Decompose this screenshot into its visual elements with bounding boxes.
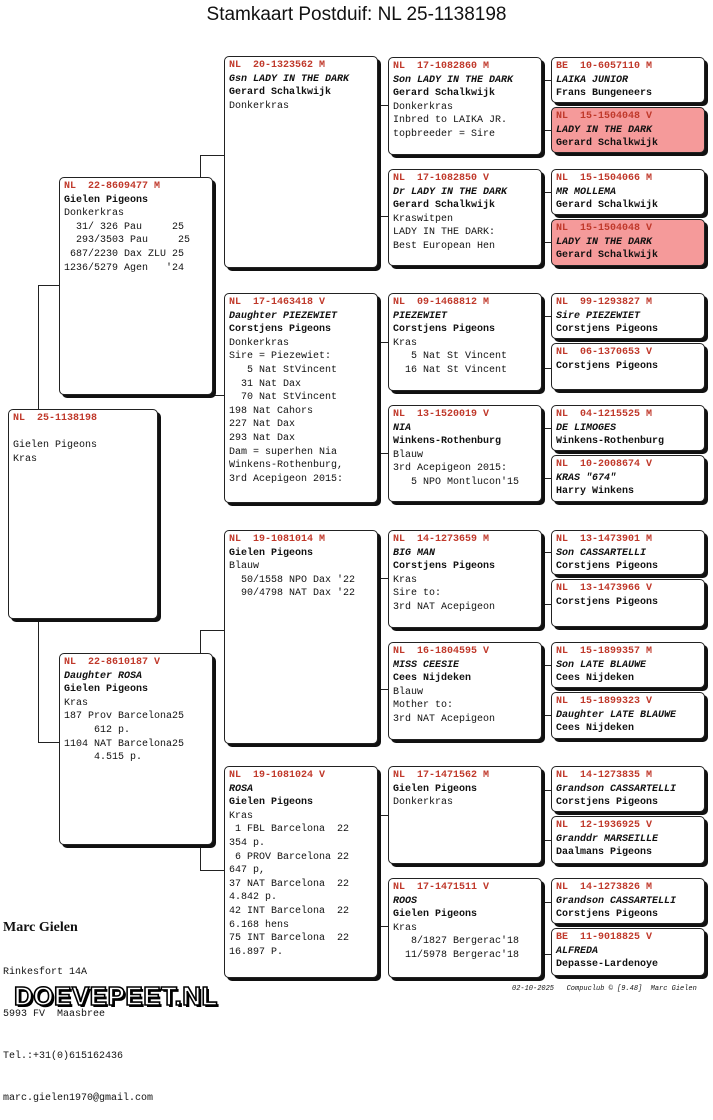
pigeon-card-sssd[interactable] [551, 107, 705, 153]
info-line: 1236/5279 Agen '24 [64, 262, 185, 274]
pigeon-card-dssd[interactable] [551, 579, 705, 627]
pigeon-name: ALFREDA [556, 945, 599, 957]
breeder-name: Gielen Pigeons [393, 909, 478, 921]
breeder-name: Frans Bungeneers [556, 88, 653, 100]
owner-street: Rinkesfort 14A [3, 967, 88, 978]
info-line: Dam = superhen Nia [229, 446, 338, 458]
ring-number: NL 06-1370653 V [556, 347, 653, 358]
pigeon-card-subject[interactable] [8, 409, 158, 619]
connector-line [542, 428, 543, 478]
ring-number: NL 12-1936925 V [556, 820, 653, 831]
info-line: Inbred to LAIKA JR. [393, 115, 508, 127]
ring-number: NL 14-1273835 M [556, 770, 653, 781]
breeder-name: Harry Winkens [556, 486, 635, 498]
info-line: 4.842 p. [229, 892, 278, 904]
pigeon-name: LAIKA JUNIOR [556, 74, 629, 86]
info-line: 37 NAT Barcelona 22 [229, 878, 350, 890]
breeder-name: Corstjens Pigeons [556, 360, 659, 372]
breeder-name: Corstjens Pigeons [556, 909, 659, 921]
pigeon-name: Son LADY IN THE DARK [393, 74, 514, 86]
info-line: 31/ 326 Pau 25 [64, 221, 185, 233]
ring-number: NL 25-1138198 [13, 413, 98, 424]
pigeon-name: Grandson CASSARTELLI [556, 895, 677, 907]
breeder-name: Corstjens Pigeons [393, 561, 496, 573]
info-line: LADY IN THE DARK: [393, 227, 496, 239]
info-line: 3rd NAT Acepigeon [393, 713, 496, 725]
pigeon-card-dsd[interactable] [388, 642, 542, 740]
info-line: 293/3503 Pau 25 [64, 235, 191, 247]
pigeon-name: PIEZEWIET [393, 310, 448, 322]
pigeon-name: MISS CEESIE [393, 659, 460, 671]
info-line: Kras [13, 453, 38, 465]
breeder-name: Cees Nijdeken [393, 673, 472, 685]
info-line: 16 Nat St Vincent [393, 364, 508, 376]
connector-line [542, 902, 543, 954]
breeder-name: Depasse-Lardenoye [556, 959, 659, 971]
ring-number: NL 09-1468812 M [393, 297, 490, 308]
ring-number: NL 99-1293827 M [556, 297, 653, 308]
info-line: 3rd Acepigeon 2015: [393, 463, 508, 475]
info-line: 227 Nat Dax [229, 419, 296, 431]
info-line: Winkens-Rothenburg, [229, 460, 344, 472]
connector-line [38, 285, 39, 412]
ring-number: NL 13-1473966 V [556, 583, 653, 594]
info-line: 5 NPO Montlucon'15 [393, 476, 520, 488]
info-line: Donkerkras [393, 101, 454, 113]
connector-line [200, 395, 225, 396]
breeder-name: Gerard Schalkwijk [393, 200, 496, 212]
ring-number: NL 19-1081014 M [229, 534, 326, 545]
info-line: 31 Nat Dax [229, 378, 302, 390]
info-line: Kras [393, 574, 418, 586]
connector-line [542, 665, 543, 715]
breeder-name: Cees Nijdeken [556, 723, 635, 735]
breeder-name: Gerard Schalkwijk [393, 88, 496, 100]
info-line [13, 426, 153, 440]
info-line: Donkerkras [64, 208, 125, 220]
ring-number: NL 15-1504048 V [556, 223, 653, 234]
pigeon-name: Son LATE BLAUWE [556, 659, 647, 671]
breeder-name: Gielen Pigeons [393, 783, 478, 795]
ring-number: NL 17-1471511 V [393, 882, 490, 893]
info-line: 198 Nat Cahors [229, 405, 314, 417]
breeder-name: Gielen Pigeons [64, 684, 149, 696]
pigeon-card-dddd[interactable] [551, 928, 705, 976]
pigeon-card-dsdd[interactable] [551, 692, 705, 739]
pigeon-card-sds[interactable] [388, 293, 542, 391]
pigeon-card-sd[interactable] [224, 293, 378, 503]
pigeon-name: Gsn LADY IN THE DARK [229, 73, 350, 85]
info-line: Blauw [393, 449, 424, 461]
pigeon-name: Grandson CASSARTELLI [556, 783, 677, 795]
pigeon-card-sdds[interactable] [551, 405, 705, 451]
pigeon-card-sddd[interactable] [551, 455, 705, 502]
pigeon-name: ROSA [229, 783, 254, 795]
info-line: 5 Nat StVincent [229, 364, 338, 376]
pigeon-card-sdss[interactable] [551, 293, 705, 339]
info-line: 11/5978 Bergerac'18 [393, 949, 520, 961]
info-line: 1 FBL Barcelona 22 [229, 824, 350, 836]
footer-print-info: 02-10-2025 Compuclub © [9.48] Marc Gielen [512, 985, 697, 993]
breeder-name: Gerard Schalkwijk [229, 87, 332, 99]
site-logo: DOEVEPEET.NL [14, 981, 218, 1011]
info-line: Kraswitpen [393, 213, 454, 225]
info-line: 8/1827 Bergerac'18 [393, 936, 520, 948]
ring-number: NL 04-1215525 M [556, 409, 653, 420]
info-line: 16.897 P. [229, 946, 284, 958]
info-line: Kras [393, 922, 418, 934]
pigeon-name: MR MOLLEMA [556, 186, 617, 198]
breeder-name: Corstjens Pigeons [556, 561, 659, 573]
info-line: 90/4798 NAT Dax '22 [229, 588, 356, 600]
pigeon-card-dsss[interactable] [551, 530, 705, 575]
info-line: Kras [393, 337, 418, 349]
info-line: 3rd Acepigeon 2015: [229, 473, 344, 485]
pigeon-card-ss[interactable] [224, 56, 378, 268]
ring-number: BE 10-6057110 M [556, 61, 653, 72]
pigeon-name: KRAS "674" [556, 472, 617, 484]
info-line: Blauw [229, 561, 260, 573]
info-line: 4.515 p. [64, 752, 143, 764]
owner-email[interactable]: marc.gielen1970@gmail.com [3, 1093, 154, 1104]
ring-number: NL 19-1081024 V [229, 770, 326, 781]
breeder-name: Winkens-Rothenburg [393, 436, 502, 448]
info-line: Blauw [393, 686, 424, 698]
pigeon-name: NIA [393, 422, 412, 434]
ring-number: NL 15-1504048 V [556, 111, 653, 122]
pigeon-card-dam[interactable] [59, 653, 213, 845]
pigeon-card-ddss[interactable] [551, 766, 705, 812]
connector-line [542, 552, 543, 604]
owner-city: 5993 FV Maasbree [3, 1009, 106, 1020]
info-line: 1104 NAT Barcelona25 [64, 738, 185, 750]
info-line: 42 INT Barcelona 22 [229, 905, 350, 917]
info-line: 647 p, [229, 865, 266, 877]
owner-name: Marc Gielen [3, 920, 78, 935]
info-line: Donkerkras [393, 797, 454, 809]
pigeon-card-ssd[interactable] [388, 169, 542, 266]
pigeon-name: Son CASSARTELLI [556, 547, 647, 559]
pigeon-card-sire[interactable] [59, 177, 213, 395]
info-line: Mother to: [393, 700, 454, 712]
pigeon-card-dds[interactable] [388, 766, 542, 864]
ring-number: NL 13-1520019 V [393, 409, 490, 420]
ring-number: BE 11-9018825 V [556, 932, 653, 943]
connector-line [200, 870, 225, 871]
pigeon-card-ds[interactable] [224, 530, 378, 744]
breeder-name: Gielen Pigeons [229, 797, 314, 809]
breeder-name: Gerard Schalkwijk [556, 250, 659, 262]
pigeon-name: Dr LADY IN THE DARK [393, 186, 508, 198]
pigeon-name: Daughter ROSA [64, 670, 143, 682]
ring-number: NL 22-8609477 M [64, 181, 161, 192]
ring-number: NL 14-1273659 M [393, 534, 490, 545]
connector-line [542, 790, 543, 840]
breeder-name: Corstjens Pigeons [556, 324, 659, 336]
info-line: 354 p. [229, 837, 266, 849]
pigeon-card-dsds[interactable] [551, 642, 705, 688]
pigeon-name: LADY IN THE DARK [556, 236, 653, 248]
pigeon-card-ddd[interactable] [388, 878, 542, 978]
ring-number: NL 15-1899357 M [556, 646, 653, 657]
info-line: 75 INT Barcelona 22 [229, 933, 350, 945]
connector-line [542, 316, 543, 368]
ring-number: NL 15-1504066 M [556, 173, 653, 184]
info-line: 3rd NAT Acepigeon [393, 601, 496, 613]
connector-line [200, 630, 225, 631]
info-line: Donkerkras [229, 337, 290, 349]
pigeon-card-ddsd[interactable] [551, 816, 705, 864]
ring-number: NL 15-1899323 V [556, 696, 653, 707]
ring-number: NL 10-2008674 V [556, 459, 653, 470]
pigeon-name: Daughter LATE BLAUWE [556, 709, 677, 721]
ring-number: NL 14-1273826 M [556, 882, 653, 893]
pigeon-card-sdd[interactable] [388, 405, 542, 502]
pigeon-card-sdsd[interactable] [551, 343, 705, 390]
ring-number: NL 17-1471562 M [393, 770, 490, 781]
pigeon-name: LADY IN THE DARK [556, 124, 653, 136]
breeder-name: Gielen Pigeons [64, 194, 149, 206]
info-line: Kras [229, 810, 254, 822]
pigeon-card-dss[interactable] [388, 530, 542, 628]
info-line: 687/2230 Dax ZLU 25 [64, 248, 185, 260]
pigeon-name: Daughter PIEZEWIET [229, 310, 338, 322]
info-line: 612 p. [64, 724, 131, 736]
breeder-name: Corstjens Pigeons [556, 797, 659, 809]
ring-number: NL 13-1473901 M [556, 534, 653, 545]
connector-line [542, 80, 543, 130]
info-line: 70 Nat StVincent [229, 392, 338, 404]
pigeon-card-ssdd[interactable] [551, 219, 705, 266]
ring-number: NL 17-1082860 M [393, 61, 490, 72]
pigeon-card-ssss[interactable] [551, 57, 705, 103]
breeder-name: Daalmans Pigeons [556, 847, 653, 859]
connector-line [200, 155, 225, 156]
breeder-name: Cees Nijdeken [556, 673, 635, 685]
pigeon-card-ddds[interactable] [551, 878, 705, 924]
breeder-name: Gerard Schalkwijk [556, 138, 659, 150]
pigeon-name: Sire PIEZEWIET [556, 310, 641, 322]
pigeon-card-dd[interactable] [224, 766, 378, 978]
info-line: Gielen Pigeons [13, 440, 98, 452]
breeder-name: Corstjens Pigeons [393, 324, 496, 336]
info-line: 6.168 hens [229, 919, 290, 931]
breeder-name: Gielen Pigeons [229, 547, 314, 559]
owner-phone: Tel.:+31(0)615162436 [3, 1051, 124, 1062]
info-line: Kras [64, 697, 89, 709]
connector-line [542, 192, 543, 242]
page-title: Stamkaart Postduif: NL 25-1138198 [206, 4, 507, 25]
breeder-name: Winkens-Rothenburg [556, 436, 665, 448]
info-line: Sire to: [393, 588, 442, 600]
info-line: 50/1558 NPO Dax '22 [229, 574, 356, 586]
info-line: 5 Nat St Vincent [393, 351, 508, 363]
breeder-name: Gerard Schalkwijk [556, 200, 659, 212]
pigeon-name: BIG MAN [393, 547, 436, 559]
pigeon-name: Granddr MARSEILLE [556, 833, 659, 845]
info-line: 187 Prov Barcelona25 [64, 711, 185, 723]
ring-number: NL 22-8610187 V [64, 657, 161, 668]
breeder-name: Corstjens Pigeons [229, 324, 332, 336]
ring-number: NL 20-1323562 M [229, 60, 326, 71]
pigeon-card-sss[interactable] [388, 57, 542, 155]
pigeon-name: DE LIMOGES [556, 422, 617, 434]
info-line: 293 Nat Dax [229, 432, 296, 444]
pigeon-card-ssds[interactable] [551, 169, 705, 215]
info-line: Sire = Piezewiet: [229, 351, 332, 363]
info-line: Donkerkras [229, 100, 290, 112]
info-line: 6 PROV Barcelona 22 [229, 851, 350, 863]
ring-number: NL 17-1463418 V [229, 297, 326, 308]
ring-number: NL 16-1804595 V [393, 646, 490, 657]
pigeon-name: ROOS [393, 895, 418, 907]
info-line: Best European Hen [393, 240, 496, 252]
info-line: topbreeder = Sire [393, 128, 496, 140]
breeder-name: Corstjens Pigeons [556, 596, 659, 608]
ring-number: NL 17-1082850 V [393, 173, 490, 184]
